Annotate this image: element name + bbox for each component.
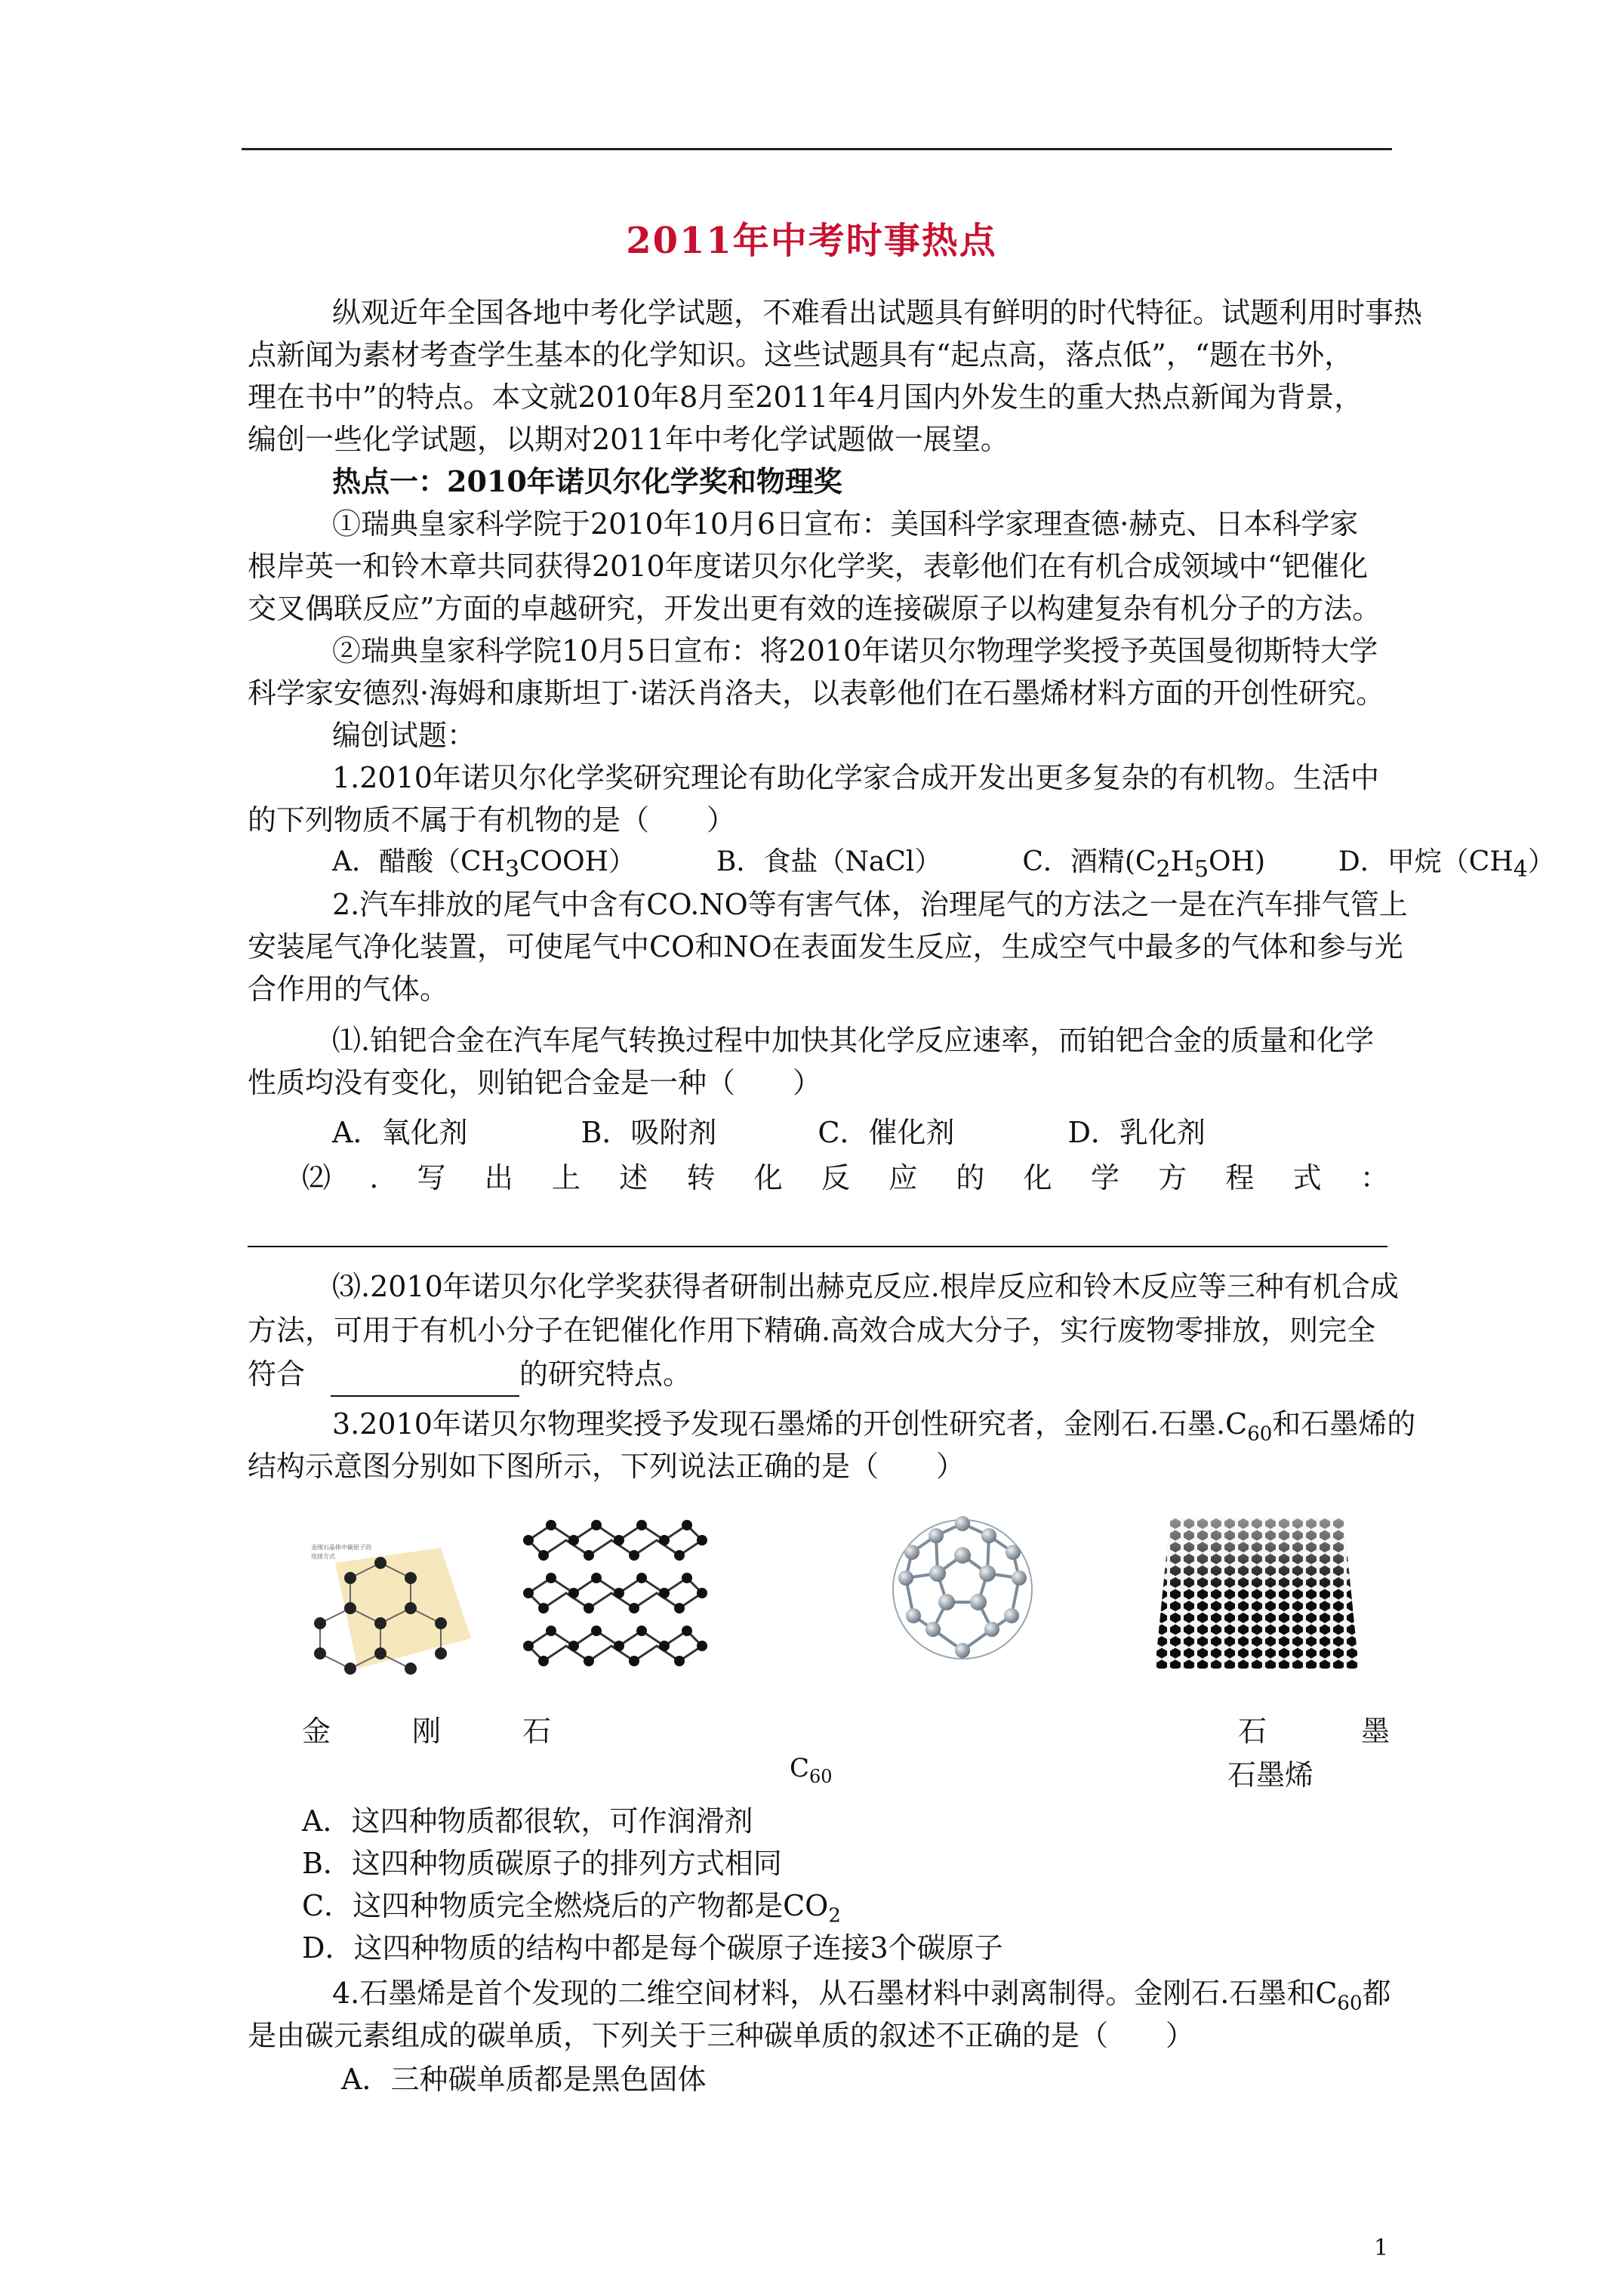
char: 学 bbox=[1090, 1161, 1119, 1194]
char: 应 bbox=[888, 1161, 918, 1194]
caption-graphite: 石 墨 bbox=[1238, 1715, 1390, 1748]
question-line: ⑴.铂钯合金在汽车尾气转换过程中加快其化学反应速率，而铂钯合金的质量和化学 bbox=[332, 1024, 1375, 1057]
question-line: 方法，可用于有机小分子在钯催化作用下精确.高效合成大分子，实行废物零排放，则完全 bbox=[248, 1314, 1376, 1347]
question-line: ⑶.2010年诺贝尔化学奖获得者研制出赫克反应.根岸反应和铃木反应等三种有机合成 bbox=[332, 1270, 1399, 1303]
q3-option-b: B．这四种物质碳原子的排列方式相同 bbox=[302, 1847, 782, 1880]
option-c: C．催化剂 bbox=[818, 1116, 955, 1149]
figure-text: 金刚石晶体中碳原子的 bbox=[311, 1544, 371, 1551]
diamond-structure-image bbox=[290, 1533, 486, 1691]
char: ⑵ bbox=[302, 1161, 331, 1194]
question-line: 结构示意图分别如下图所示，下列说法正确的是（ ） bbox=[248, 1450, 965, 1483]
page-title: 2011年中考时事热点 bbox=[626, 220, 997, 262]
intro-line: 编创一些化学试题，以期对2011年中考化学试题做一展望。 bbox=[248, 423, 1009, 456]
q2-2-line bbox=[302, 1155, 1389, 1200]
question-line: 的下列物质不属于有机物的是（ ） bbox=[248, 803, 736, 837]
char: 式 bbox=[1292, 1161, 1322, 1194]
news-line: ①瑞典皇家科学院于2010年10月6日宣布：美国科学家理查德·赫克、日本科学家 bbox=[332, 507, 1359, 541]
intro-line: 点新闻为素材考查学生基本的化学知识。这些试题具有“起点高，落点低”，“题在书外， bbox=[248, 338, 1354, 371]
section-label: 编创试题： bbox=[332, 719, 476, 752]
char: 的 bbox=[956, 1161, 985, 1194]
q1-option-b: B．食盐（NaCl） bbox=[716, 846, 942, 877]
question-line: 是由碳元素组成的碳单质，下列关于三种碳单质的叙述不正确的是（ ） bbox=[248, 2019, 1195, 2052]
page-number: 1 bbox=[1374, 2235, 1389, 2261]
caption-c60: $C_{60}$ bbox=[790, 1753, 833, 1787]
question-line: 性质均没有变化，则铂钯合金是一种（ ） bbox=[248, 1066, 822, 1099]
graphene-structure-image bbox=[1155, 1518, 1359, 1669]
hotspot-heading: 热点一：2010年诺贝尔化学奖和物理奖 bbox=[332, 464, 842, 498]
q3-option-c: C．这四种物质完全燃烧后的产物都是$CO_2$ bbox=[302, 1889, 841, 1928]
q1-option-c: C．酒精$(C_2H_5OH)$ bbox=[1022, 846, 1265, 883]
option-b: B．吸附剂 bbox=[581, 1116, 717, 1149]
char: . bbox=[369, 1161, 379, 1194]
figure-text: 连接方式 bbox=[311, 1553, 335, 1560]
question-line: 4.石墨烯是首个发现的二维空间材料，从石墨材料中剥离制得。金刚石.石墨和$C_{60}$都 bbox=[332, 1977, 1391, 2015]
q3-option-d: D．这四种物质的结构中都是每个碳原子连接3个碳原子 bbox=[302, 1931, 1003, 1965]
q1-option-d: D．甲烷$(CH_4)$ bbox=[1338, 846, 1555, 883]
q2-1-options bbox=[332, 1110, 1206, 1155]
question-line: 3.2010年诺贝尔物理奖授予发现石墨烯的开创性研究者，金刚石.石墨$.C_{60}$和石墨烯的 bbox=[332, 1407, 1416, 1446]
q1-option-a: A．醋酸$(CH_3COOH)$ bbox=[332, 846, 636, 883]
question-line: 安装尾气净化装置，可使尾气中CO和NO在表面发生反应，生成空气中最多的气体和参与光 bbox=[248, 930, 1403, 963]
option-d: D．乳化剂 bbox=[1067, 1116, 1206, 1149]
question-line: 2.汽车排放的尾气中含有CO.NO等有害气体，治理尾气的方法之一是在汽车排气管上 bbox=[332, 888, 1408, 921]
answer-blank-line bbox=[248, 1246, 1387, 1247]
question-line: 1.2010年诺贝尔化学奖研究理论有助化学家合成开发出更多复杂的有机物。生活中 bbox=[332, 761, 1379, 794]
news-line: ②瑞典皇家科学院10月5日宣布：将2010年诺贝尔物理学奖授予英国曼彻斯特大学 bbox=[332, 634, 1378, 667]
char: 化 bbox=[753, 1161, 783, 1194]
news-line: 交叉偶联反应”方面的卓越研究，开发出更有效的连接碳原子以构建复杂有机分子的方法。 bbox=[248, 592, 1381, 625]
question-line: 合作用的气体。 bbox=[248, 972, 449, 1006]
intro-line: 纵观近年全国各地中考化学试题，不难看出试题具有鲜明的时代特征。试题利用时事热 bbox=[332, 296, 1423, 329]
char: 上 bbox=[552, 1161, 581, 1194]
char: 程 bbox=[1225, 1161, 1255, 1194]
char: 反 bbox=[821, 1161, 850, 1194]
news-line: 科学家安德烈·海姆和康斯坦丁·诺沃肖洛夫，以表彰他们在石墨烯材料方面的开创性研究。 bbox=[248, 676, 1385, 710]
char: 述 bbox=[619, 1161, 648, 1194]
intro-line: 理在书中”的特点。本文就2010年8月至2011年4月国内外发生的重大热点新闻为背景， bbox=[248, 381, 1363, 414]
char: 转 bbox=[686, 1161, 716, 1194]
answer-blank[interactable] bbox=[331, 1395, 519, 1397]
caption-graphene: 石墨烯 bbox=[1227, 1758, 1314, 1792]
graphite-structure-image bbox=[521, 1510, 710, 1669]
c60-structure-image bbox=[883, 1510, 1042, 1669]
option-a: A．氧化剂 bbox=[332, 1116, 468, 1149]
char: 方 bbox=[1158, 1161, 1187, 1194]
char: ： bbox=[1360, 1161, 1389, 1194]
char: 写 bbox=[417, 1161, 446, 1194]
header-rule bbox=[242, 148, 1392, 150]
char: 出 bbox=[484, 1161, 513, 1194]
news-line: 根岸英一和铃木章共同获得2010年度诺贝尔化学奖，表彰他们在有机合成领域中“钯催化 bbox=[248, 550, 1369, 583]
q4-option-a: A．三种碳单质都是黑色固体 bbox=[341, 2063, 707, 2096]
question-line: 符合 的研究特点。 bbox=[248, 1351, 691, 1397]
caption-diamond: 金 刚 石 bbox=[302, 1715, 552, 1748]
q3-option-a: A．这四种物质都很软，可作润滑剂 bbox=[302, 1804, 753, 1838]
char: 化 bbox=[1023, 1161, 1052, 1194]
